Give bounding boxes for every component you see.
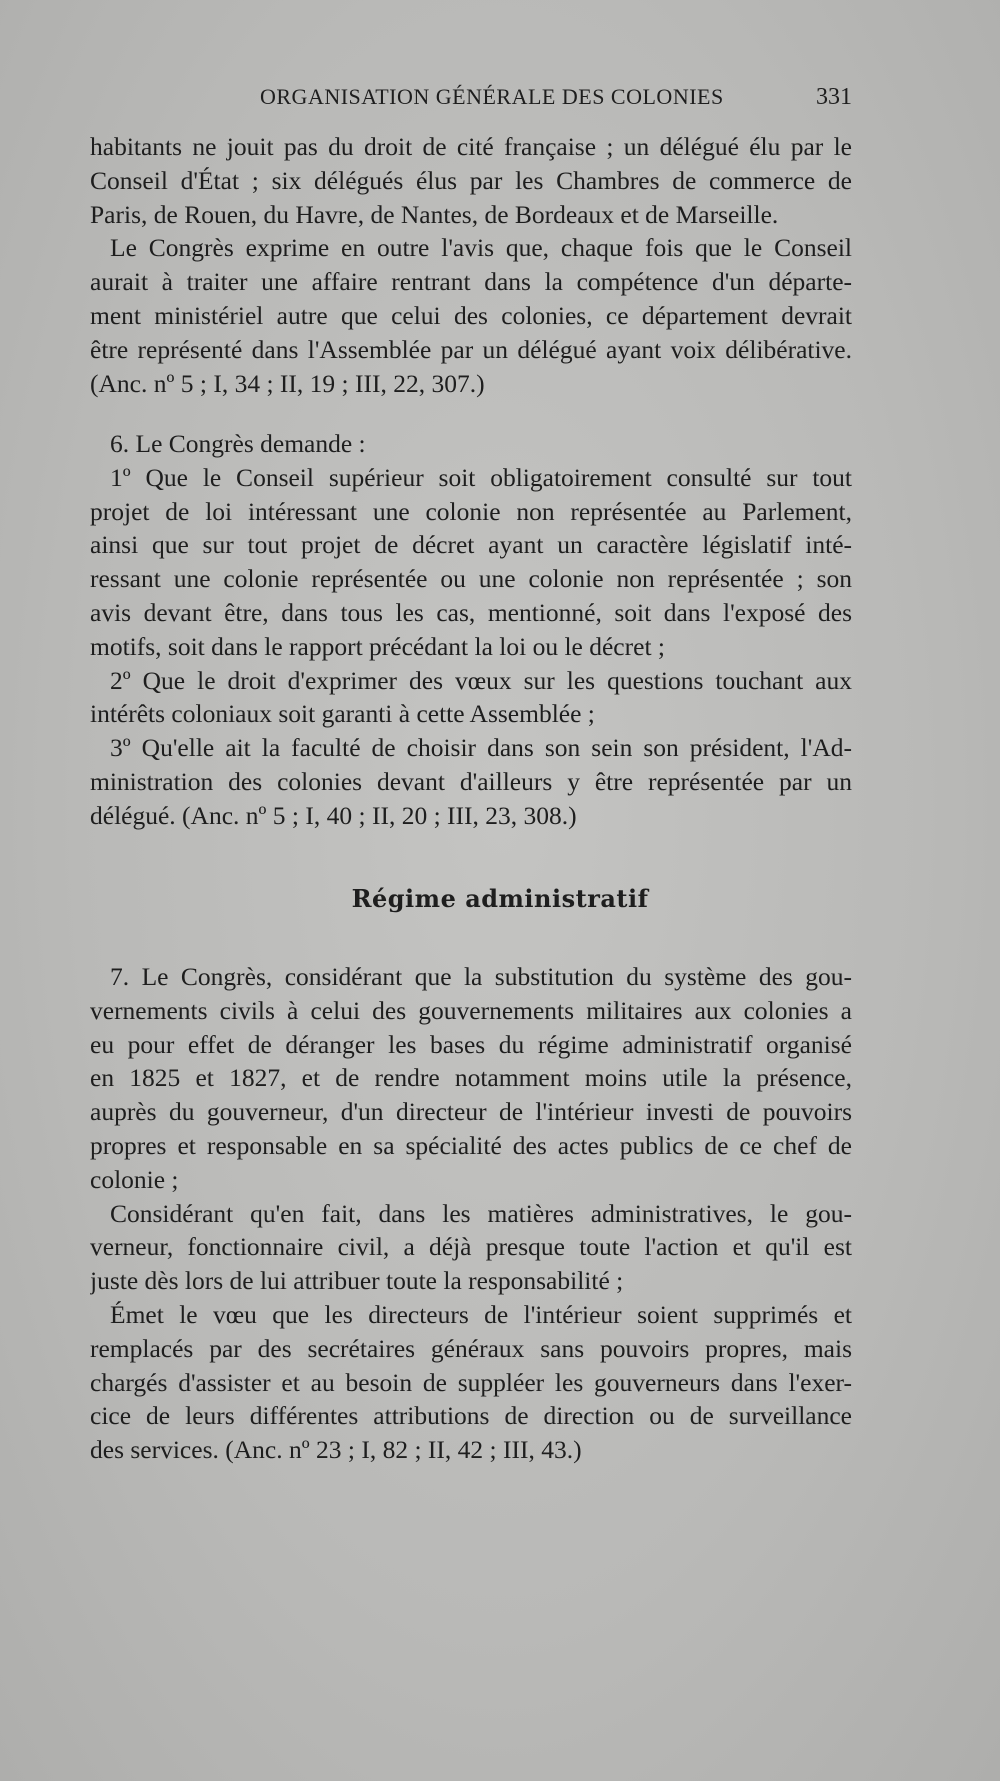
article-number-line: 6. Le Congrès demande : (110, 429, 366, 458)
running-title: ORGANISATION GÉNÉRALE DES COLONIES (260, 84, 724, 109)
text-line: Le Congrès exprime en outre l'avis que, chaque fois que le Conseil (110, 233, 852, 263)
text-line: 1º Que le Conseil supérieur soit obligatoirement consulté sur tout (110, 462, 852, 492)
text-line: 2º Que le droit d'exprimer des vœux sur les questions touchant aux (110, 665, 852, 695)
text-line: en 1825 et 1827, et de rendre notamment moins utile la présence, (90, 1063, 852, 1093)
text-line: Émet le vœu que les directeurs de l'intérieur soient supprimés et (110, 1299, 852, 1329)
text-line: Considérant qu'en fait, dans les matières administratives, le gou- (110, 1198, 852, 1228)
text-line: vernements civils à celui des gouvernements militaires aux colonies a (90, 995, 852, 1025)
text-line: colonie ; (90, 1164, 179, 1194)
text-line: projet de loi intéressant une colonie non représentée au Parlement, (90, 496, 852, 526)
section-heading: Régime administratif (351, 884, 649, 913)
text-line: intérêts coloniaux soit garanti à cette Assemblée ; (90, 699, 595, 729)
paragraph-block-5-continued (90, 130, 852, 400)
text-line: cice de leurs différentes attributions de direction ou de surveillance (90, 1401, 852, 1431)
text-line: aurait à traiter une affaire rentrant dans la compétence d'un départe- (90, 267, 852, 297)
text-line: être représenté dans l'Assemblée par un délégué ayant voix délibérative. (90, 334, 852, 364)
reference-line: des services. (Anc. nº 23 ; I, 82 ; II, 42 ; III, 43.) (90, 1435, 582, 1465)
running-header (90, 84, 852, 120)
text-line: ment ministériel autre que celui des colonies, ce département devrait (90, 300, 852, 330)
text-line: remplacés par des secrétaires généraux sans pouvoirs propres, mais (90, 1333, 852, 1363)
text-line: motifs, soit dans le rapport précédant la loi ou le décret ; (90, 631, 665, 661)
text-line: verneur, fonctionnaire civil, a déjà presque toute l'action et qu'il est (90, 1232, 852, 1262)
text-line: juste dès lors de lui attribuer toute la responsabilité ; (90, 1266, 624, 1296)
text-line: ministration des colonies devant d'ailleurs y être représentée par un (90, 766, 852, 796)
text-line: Conseil d'État ; six délégués élus par les Chambres de commerce de (90, 165, 852, 195)
text-line: ressant une colonie représentée ou une colonie non représentée ; son (90, 564, 852, 594)
text-line: habitants ne jouit pas du droit de cité française ; un délégué élu par le (90, 132, 852, 161)
reference-line: (Anc. nº 5 ; I, 34 ; II, 19 ; III, 22, 307.) (90, 368, 485, 398)
page-number: 331 (816, 84, 852, 110)
text-line: auprès du gouverneur, d'un directeur de l'intérieur investi de pouvoirs (90, 1097, 852, 1127)
paragraph-block-6 (90, 427, 852, 833)
text-line: avis devant être, dans tous les cas, mentionné, soit dans l'exposé des (90, 597, 852, 627)
article-number-line: 7. Le Congrès, considérant que la substitution du système des gou- (110, 962, 852, 991)
text-line: Paris, de Rouen, du Havre, de Nantes, de Bordeaux et de Marseille. (90, 199, 779, 229)
text-line: eu pour effet de déranger les bases du régime administratif organisé (90, 1029, 852, 1059)
reference-line: délégué. (Anc. nº 5 ; I, 40 ; II, 20 ; III, 23, 308.) (90, 800, 577, 830)
text-line: ainsi que sur tout projet de décret ayant un caractère législatif inté- (90, 530, 852, 560)
paragraph-block-7 (90, 960, 852, 1467)
text-line: propres et responsable en sa spécialité des actes publics de ce chef de (90, 1130, 852, 1160)
text-line: 3º Qu'elle ait la faculté de choisir dans son sein son président, l'Ad- (110, 733, 852, 763)
text-line: chargés d'assister et au besoin de suppléer les gouverneurs dans l'exer- (90, 1367, 852, 1397)
